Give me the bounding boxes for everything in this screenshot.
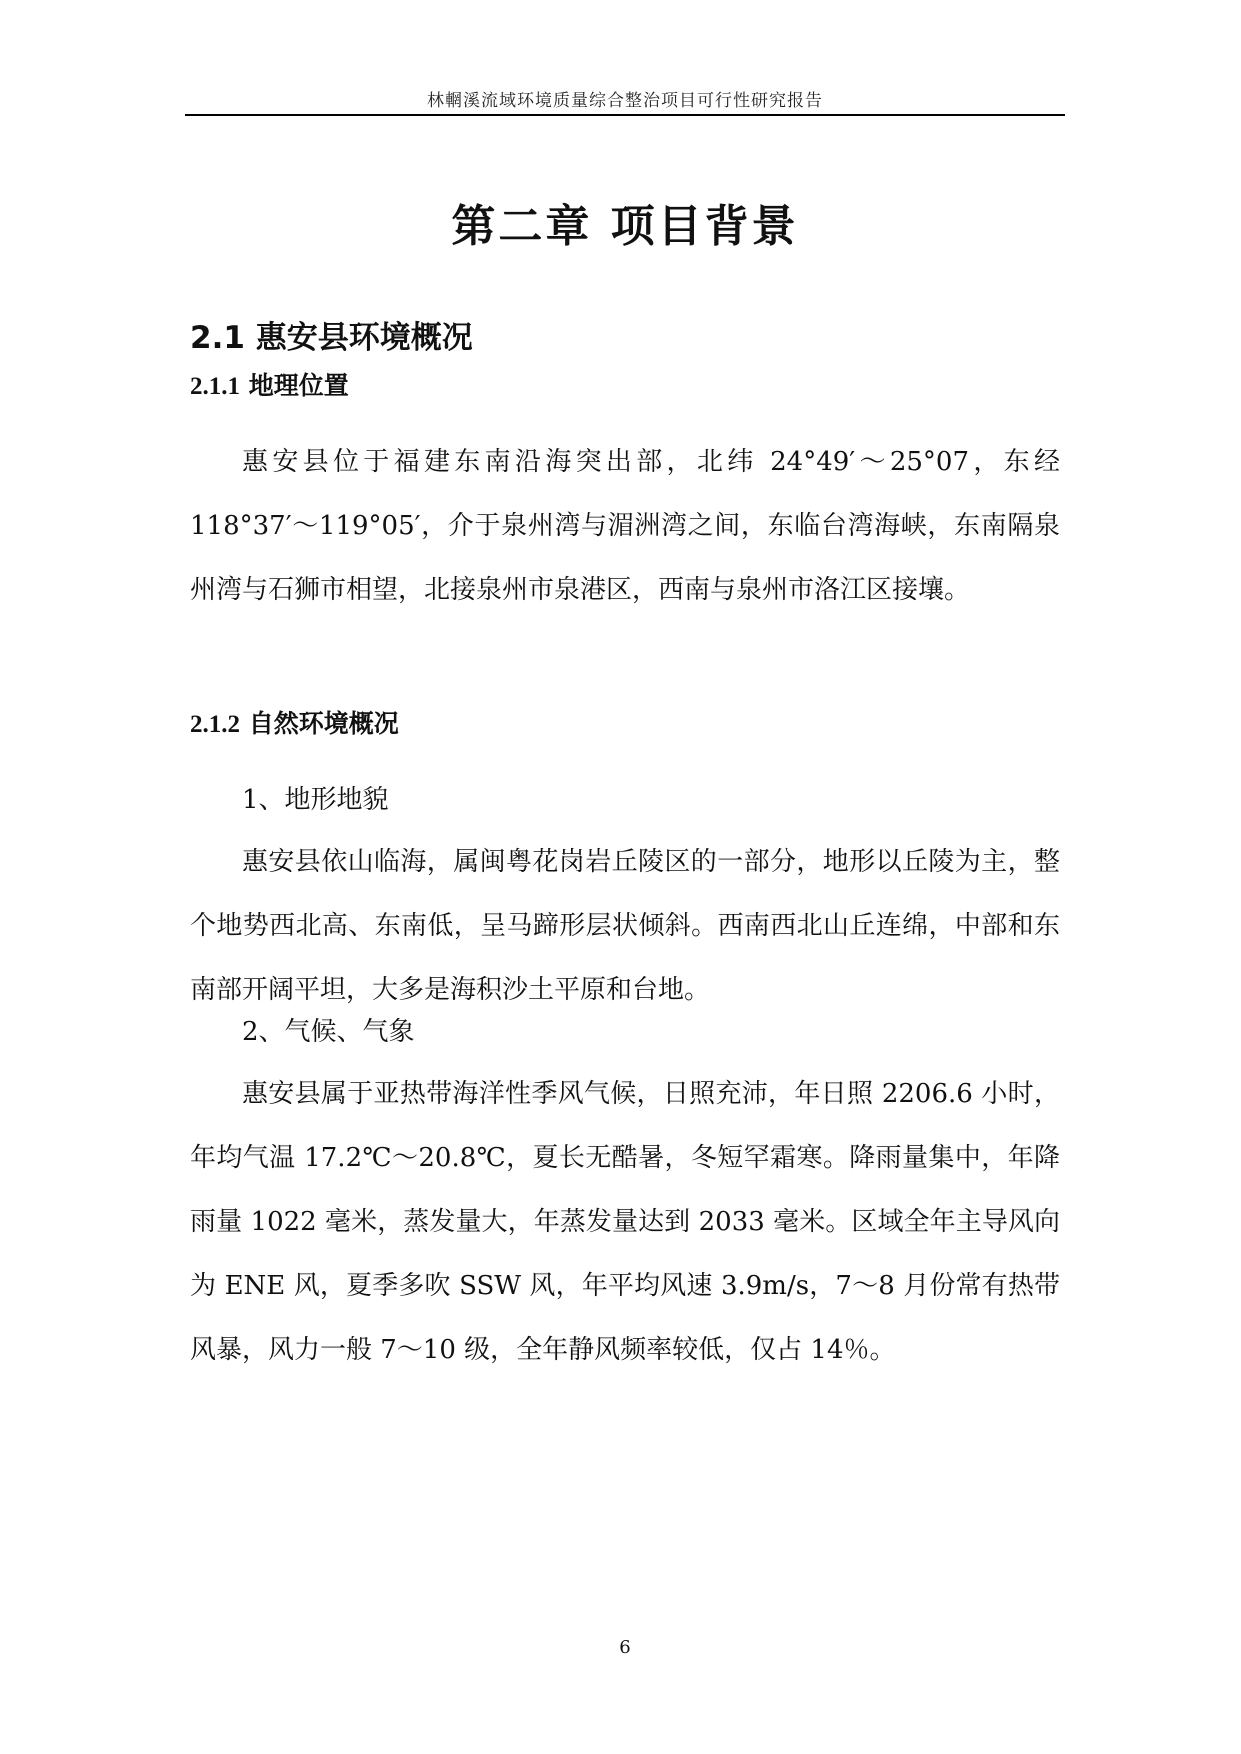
subsection-heading-natural-environment — [190, 704, 399, 740]
section-heading: 2.1 惠安县环境概况 — [190, 320, 473, 356]
subsection-number: 2.1.2 — [190, 711, 240, 738]
subsection-number: 2.1.1 — [190, 373, 240, 400]
paragraph-terrain: 惠安县依山临海，属闽粤花岗岩丘陵区的一部分，地形以丘陵为主，整个地势西北高、东南低，呈马蹄形层状倾斜。西南西北山丘连绵，中部和东南部开阔平坦，大多是海积沙土平原和台地。 — [190, 847, 1060, 1005]
item-label-terrain: 1、地形地貌 — [242, 785, 389, 815]
header-rule — [185, 114, 1065, 116]
chapter-title: 第二章 项目背景 — [451, 201, 799, 252]
subsection-title: 地理位置 — [248, 371, 349, 400]
paragraph-climate: 惠安县属于亚热带海洋性季风气候，日照充沛，年日照 2206.6 小时，年均气温 17.2℃～20.8℃，夏长无酷暑，冬短罕霜寒。降雨量集中，年降雨量 1022 毫米，蒸发量大，年蒸发量达到 2033 毫米。区域全年主导风向为 ENE 风，夏季多吹 SSW 风，年平均风速 3.9m/s，7～8 月份常有热带风暴，风力一般 7～10 级，全年静风频率较低，仅占 14％。 — [190, 1079, 1060, 1365]
subsection-heading-geography — [190, 366, 349, 402]
subsection-title: 自然环境概况 — [248, 709, 399, 738]
item-label-climate: 2、气候、气象 — [242, 1017, 415, 1047]
paragraph-geography: 惠安县位于福建东南沿海突出部，北纬 24°49′～25°07，东经 118°37′～119°05′，介于泉州湾与湄洲湾之间，东临台湾海峡，东南隔泉州湾与石狮市相望，北接泉州市泉港区，西南与泉州市洛江区接壤。 — [190, 447, 1060, 605]
running-header: 林輞溪流域环境质量综合整治项目可行性研究报告 — [427, 91, 823, 111]
page-number: 6 — [619, 1637, 631, 1658]
